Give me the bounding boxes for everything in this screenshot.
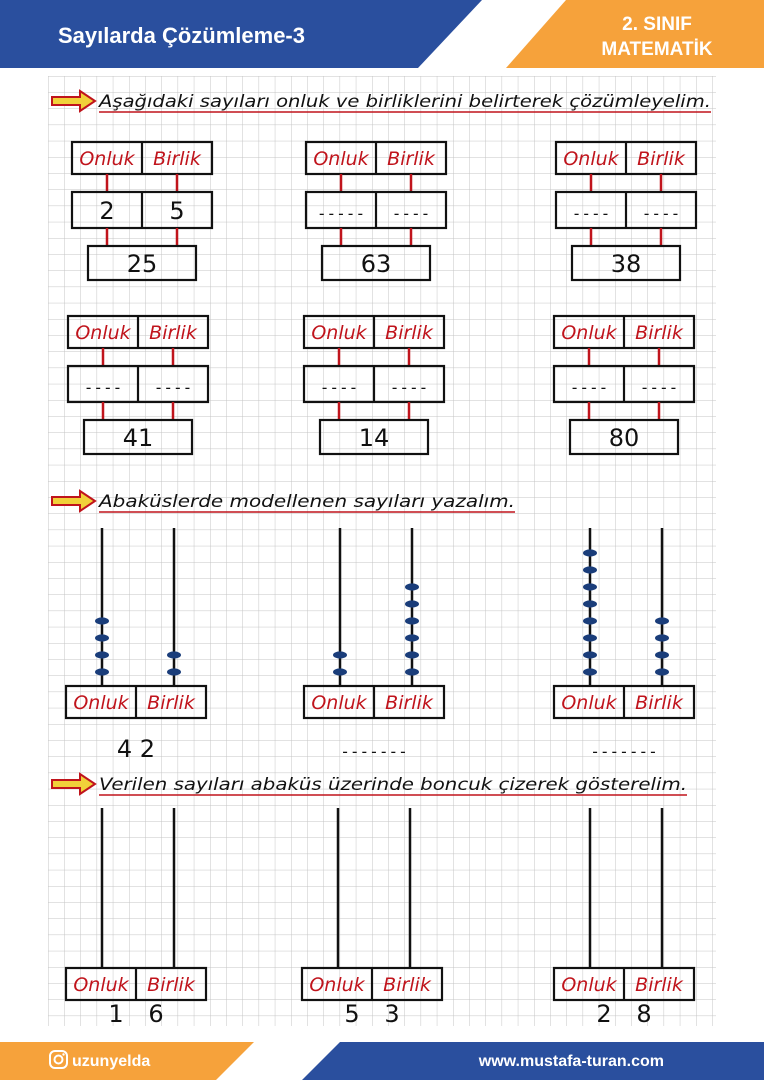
section3-instruction — [52, 774, 687, 795]
bead — [95, 617, 109, 624]
birlik-label: Birlik — [383, 974, 431, 996]
bead — [583, 617, 597, 624]
ones-digit: ---- — [639, 378, 679, 397]
social-handle: uzunyelda — [72, 1053, 151, 1070]
bead — [167, 668, 181, 675]
bead — [95, 634, 109, 641]
tens-digit: 2 — [99, 197, 115, 225]
birlik-label: Birlik — [153, 148, 201, 170]
bead — [333, 668, 347, 675]
birlik-label: Birlik — [635, 692, 683, 714]
bead — [405, 668, 419, 675]
bead — [405, 634, 419, 641]
onluk-label: Onluk — [309, 974, 365, 996]
onluk-label: Onluk — [75, 322, 131, 344]
ones-digit: ---- — [641, 204, 681, 223]
birlik-label: Birlik — [385, 322, 433, 344]
given-ones: 3 — [384, 1000, 400, 1028]
tens-digit: ---- — [83, 378, 123, 397]
section1-instruction — [52, 91, 711, 112]
bead — [655, 634, 669, 641]
ones-digit: ---- — [389, 378, 429, 397]
onluk-label: Onluk — [561, 322, 617, 344]
tens-digit: ---- — [569, 378, 609, 397]
page-title: Sayılarda Çözümleme-3 — [58, 23, 305, 48]
section1-instruction-text: Aşağıdaki sayıları onluk ve birliklerini belirterek çözümleyelim. — [97, 92, 711, 112]
bead — [405, 583, 419, 590]
bead — [583, 600, 597, 607]
onluk-label: Onluk — [311, 322, 367, 344]
birlik-label: Birlik — [147, 974, 195, 996]
bead — [583, 566, 597, 573]
bead — [405, 600, 419, 607]
birlik-label: Birlik — [635, 974, 683, 996]
number-value: 25 — [126, 250, 158, 278]
given-ones: 6 — [148, 1000, 164, 1028]
given-tens: 1 — [108, 1000, 124, 1028]
given-tens: 2 — [596, 1000, 612, 1028]
onluk-label: Onluk — [313, 148, 369, 170]
tens-digit: ----- — [316, 204, 366, 223]
number-value: 38 — [610, 250, 642, 278]
onluk-label: Onluk — [561, 974, 617, 996]
number-value: 41 — [122, 424, 154, 452]
birlik-label: Birlik — [149, 322, 197, 344]
bead — [333, 651, 347, 658]
onluk-label: Onluk — [79, 148, 135, 170]
ones-digit: ---- — [153, 378, 193, 397]
bead — [583, 549, 597, 556]
number-value: 80 — [608, 424, 640, 452]
birlik-label: Birlik — [385, 692, 433, 714]
bead — [405, 617, 419, 624]
bead — [655, 668, 669, 675]
abacus-answer: ------- — [590, 742, 658, 761]
abacus-answer: 4 2 — [116, 735, 156, 763]
section2-instruction — [52, 491, 515, 512]
bead — [583, 651, 597, 658]
footer — [0, 1042, 764, 1080]
given-ones: 8 — [636, 1000, 652, 1028]
tens-digit: ---- — [571, 204, 611, 223]
abacus-answer: ------- — [340, 742, 408, 761]
bead — [583, 583, 597, 590]
birlik-label: Birlik — [147, 692, 195, 714]
bead — [405, 651, 419, 658]
onluk-label: Onluk — [561, 692, 617, 714]
tens-digit: ---- — [319, 378, 359, 397]
subject-label: MATEMATİK — [601, 39, 713, 60]
grade-label: 2. SINIF — [622, 14, 692, 35]
bead — [583, 668, 597, 675]
bead — [655, 651, 669, 658]
number-value: 63 — [360, 250, 392, 278]
bead — [167, 651, 181, 658]
ones-digit: 5 — [169, 197, 185, 225]
ones-digit: ---- — [391, 204, 431, 223]
grid-paper — [48, 76, 716, 1026]
header — [0, 0, 764, 68]
onluk-label: Onluk — [311, 692, 367, 714]
section2-instruction-text: Abaküslerde modellenen sayıları yazalım. — [97, 492, 515, 512]
given-tens: 5 — [344, 1000, 360, 1028]
bead — [583, 634, 597, 641]
onluk-label: Onluk — [73, 692, 129, 714]
birlik-label: Birlik — [637, 148, 685, 170]
birlik-label: Birlik — [635, 322, 683, 344]
onluk-label: Onluk — [563, 148, 619, 170]
website-link[interactable]: www.mustafa-turan.com — [478, 1053, 664, 1070]
bead — [655, 617, 669, 624]
section3-instruction-text: Verilen sayıları abaküs üzerinde boncuk çizerek gösterelim. — [99, 775, 687, 795]
onluk-label: Onluk — [73, 974, 129, 996]
number-value: 14 — [358, 424, 390, 452]
bead — [95, 668, 109, 675]
bead — [95, 651, 109, 658]
birlik-label: Birlik — [387, 148, 435, 170]
